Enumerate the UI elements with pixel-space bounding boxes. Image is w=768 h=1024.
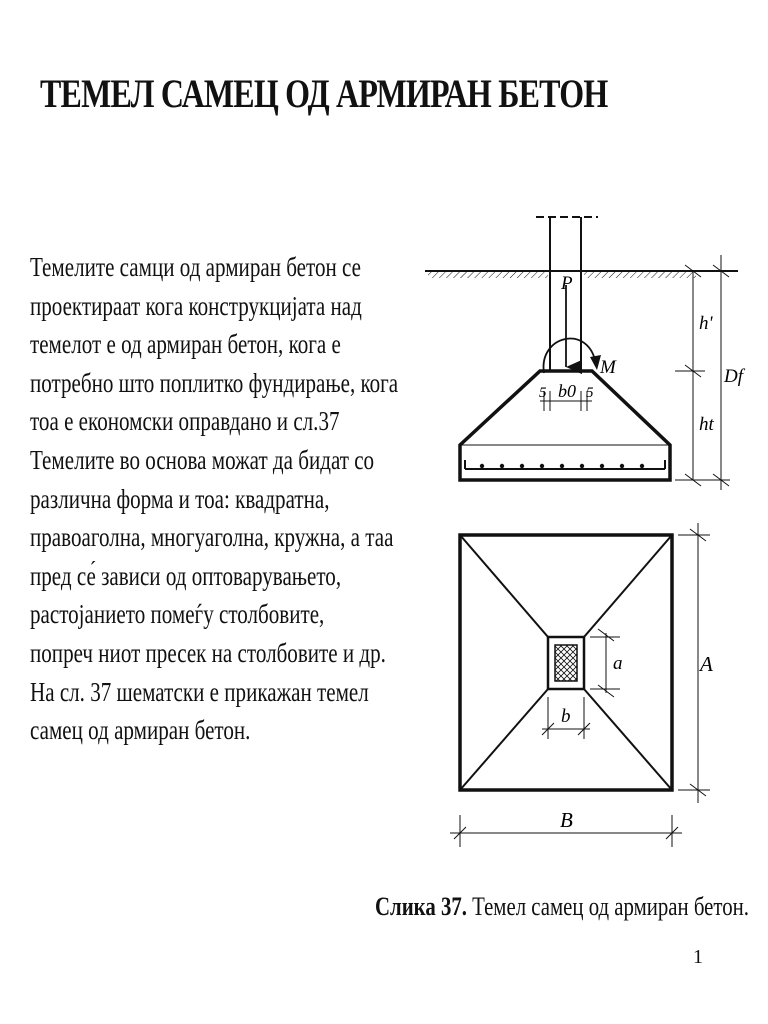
page-title: ТЕМЕЛ САМЕЦ ОД АРМИРАН БЕТОН (40, 71, 608, 116)
h-prime-label: h' (699, 313, 713, 334)
depth-label: Df (724, 366, 743, 387)
body-line: правоаголна, многуаголна, кружна, а таа (30, 522, 394, 553)
offset-right-label: 5 (586, 385, 594, 401)
body-line: темелот е од армиран бетон, кога е (30, 329, 341, 360)
body-line: Темелите самци од армиран бетон се (30, 252, 361, 282)
section-view (425, 217, 738, 490)
page-number: 1 (693, 946, 703, 968)
body-line: растојанието помеѓу столбовите, (30, 599, 325, 630)
body-line: На сл. 37 шематски е прикажан темел (30, 676, 369, 707)
offset-left-label: 5 (539, 385, 547, 401)
b0-label: b0 (558, 381, 576, 401)
footing-diagram (420, 205, 760, 865)
body-line: тоа е економски оправдано и сл.37 (30, 406, 340, 437)
body-line: самец од армиран бетон. (30, 715, 251, 746)
moment-label: M (600, 357, 616, 378)
ht-label: ht (699, 414, 714, 435)
body-line: пред се́ зависи од оптоварувањето, (30, 560, 342, 591)
B-label: B (560, 808, 573, 832)
body-line: проектираат кога конструкцијата над (30, 290, 362, 321)
A-label: A (700, 652, 713, 676)
a-label: a (613, 653, 623, 674)
body-line: различна форма и тоа: квадратна, (30, 483, 330, 514)
body-line: Темелите во основа можат да бидат со (30, 444, 375, 475)
body-line: потребно што поплитко фундирање, кога (30, 367, 399, 398)
load-label: P (561, 273, 573, 294)
body-line: попреч ниот пресек на столбовите и др. (30, 637, 386, 668)
b-label: b (561, 706, 571, 727)
figure-caption (375, 892, 749, 922)
caption-label: Слика 37. (375, 892, 467, 921)
caption-text: Темел самец од армиран бетон. (466, 892, 749, 921)
plan-view (450, 523, 710, 847)
